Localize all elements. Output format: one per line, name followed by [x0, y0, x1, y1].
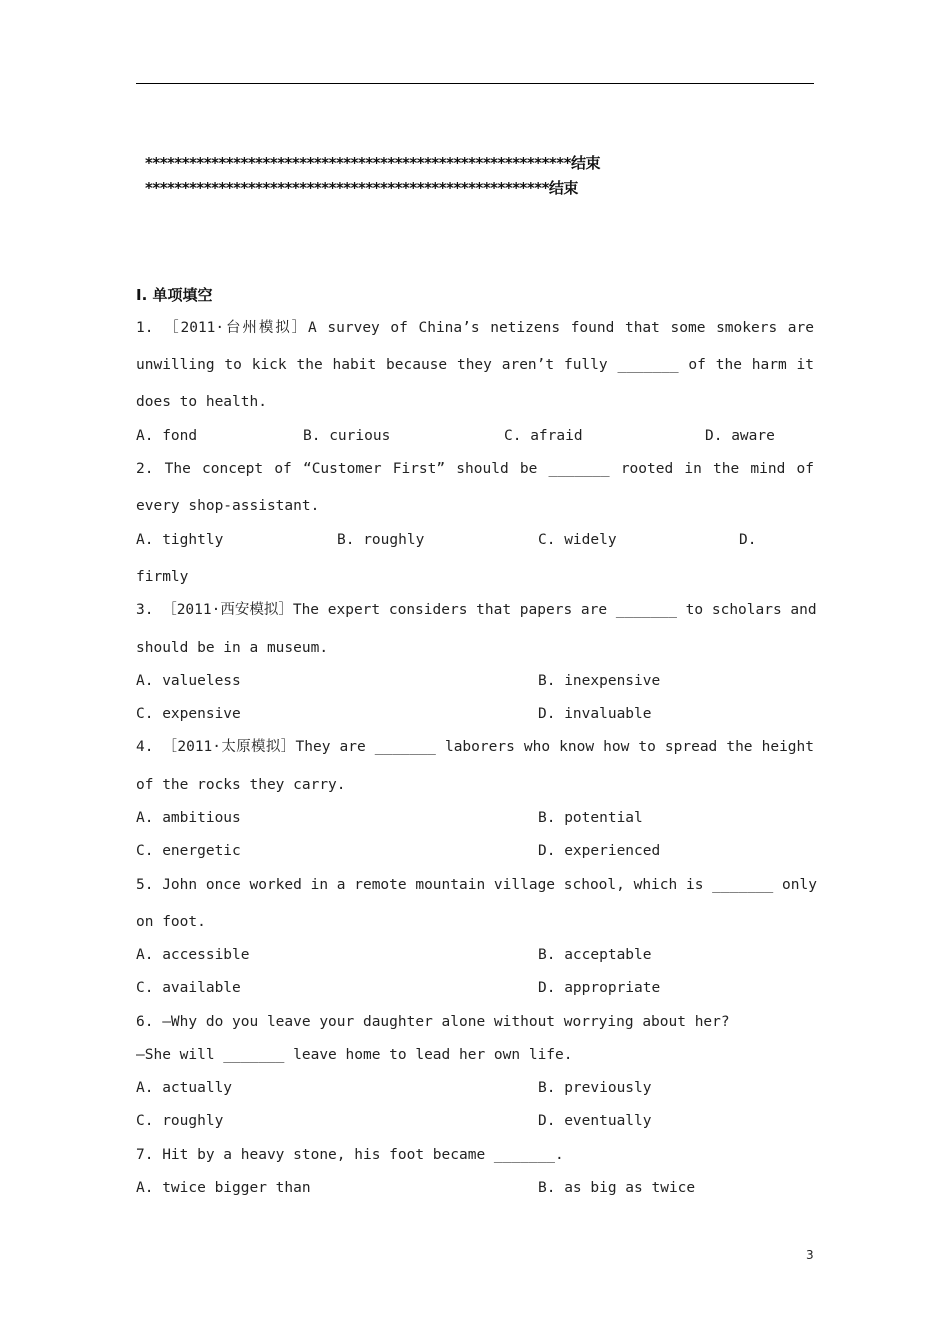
question-3-option-d: D. invaluable	[538, 706, 652, 722]
question-6-option-a: A. actually	[136, 1080, 233, 1096]
question-2-option-b: B. roughly	[337, 532, 425, 548]
question-6-option-b: B. previously	[538, 1080, 652, 1096]
question-3-line-1: 3. ［2011·西安模拟］The expert considers that papers are _______ to scholars and	[136, 602, 817, 618]
question-4-line-1: 4. ［2011·太原模拟］They are _______ laborers who know how to spread the height	[136, 739, 814, 755]
question-6-line-1: 6. —Why do you leave your daughter alone without worrying about her?	[136, 1014, 730, 1030]
question-7-line-1: 7. Hit by a heavy stone, his foot became _______.	[136, 1147, 564, 1163]
question-5-option-c: C. available	[136, 980, 241, 996]
question-1-line-2: unwilling to kick the habit because they aren’t fully _______ of the harm it	[136, 357, 814, 373]
header-rule	[136, 83, 814, 84]
question-5-option-a: A. accessible	[136, 947, 250, 963]
question-2-option-c: C. widely	[538, 532, 617, 548]
page-number: 3	[806, 1248, 814, 1262]
question-1-option-d: D. aware	[705, 428, 775, 444]
question-1-line-3: does to health.	[136, 394, 267, 410]
question-1-option-a: A. fond	[136, 428, 198, 444]
question-5-line-1: 5. John once worked in a remote mountain village school, which is _______ only	[136, 877, 817, 893]
question-7-option-a: A. twice bigger than	[136, 1180, 311, 1196]
question-3-option-b: B. inexpensive	[538, 673, 661, 689]
question-6-option-c: C. roughly	[136, 1113, 224, 1129]
question-2-line-1: 2. The concept of “Customer First” should be _______ rooted in the mind of	[136, 461, 814, 477]
question-3-line-2: should be in a museum.	[136, 640, 329, 656]
end-marker-1: **********************************************************结束	[145, 154, 600, 172]
question-7-option-b: B. as big as twice	[538, 1180, 696, 1196]
question-4-option-d: D. experienced	[538, 843, 661, 859]
question-5-option-b: B. acceptable	[538, 947, 652, 963]
question-1-option-c: C. afraid	[504, 428, 583, 444]
question-2-option-d-text: firmly	[136, 569, 189, 585]
question-6-line-2: —She will _______ leave home to lead her own life.	[136, 1047, 573, 1063]
question-1-line-1: 1. ［2011·台州模拟］A survey of China’s netizens found that some smokers are	[136, 320, 814, 336]
question-5-option-d: D. appropriate	[538, 980, 661, 996]
question-4-option-b: B. potential	[538, 810, 643, 826]
question-2-option-a: A. tightly	[136, 532, 224, 548]
question-1-option-b: B. curious	[303, 428, 391, 444]
question-3-option-a: A. valueless	[136, 673, 241, 689]
question-4-option-c: C. energetic	[136, 843, 241, 859]
question-4-line-2: of the rocks they carry.	[136, 777, 346, 793]
question-4-option-a: A. ambitious	[136, 810, 241, 826]
question-6-option-d: D. eventually	[538, 1113, 652, 1129]
question-5-line-2: on foot.	[136, 914, 206, 930]
section-title: Ⅰ. 单项填空	[136, 286, 213, 304]
question-2-option-d: D.	[739, 532, 757, 548]
question-2-line-2: every shop-assistant.	[136, 498, 320, 514]
end-marker-2: *******************************************************结束	[145, 179, 578, 197]
question-3-option-c: C. expensive	[136, 706, 241, 722]
